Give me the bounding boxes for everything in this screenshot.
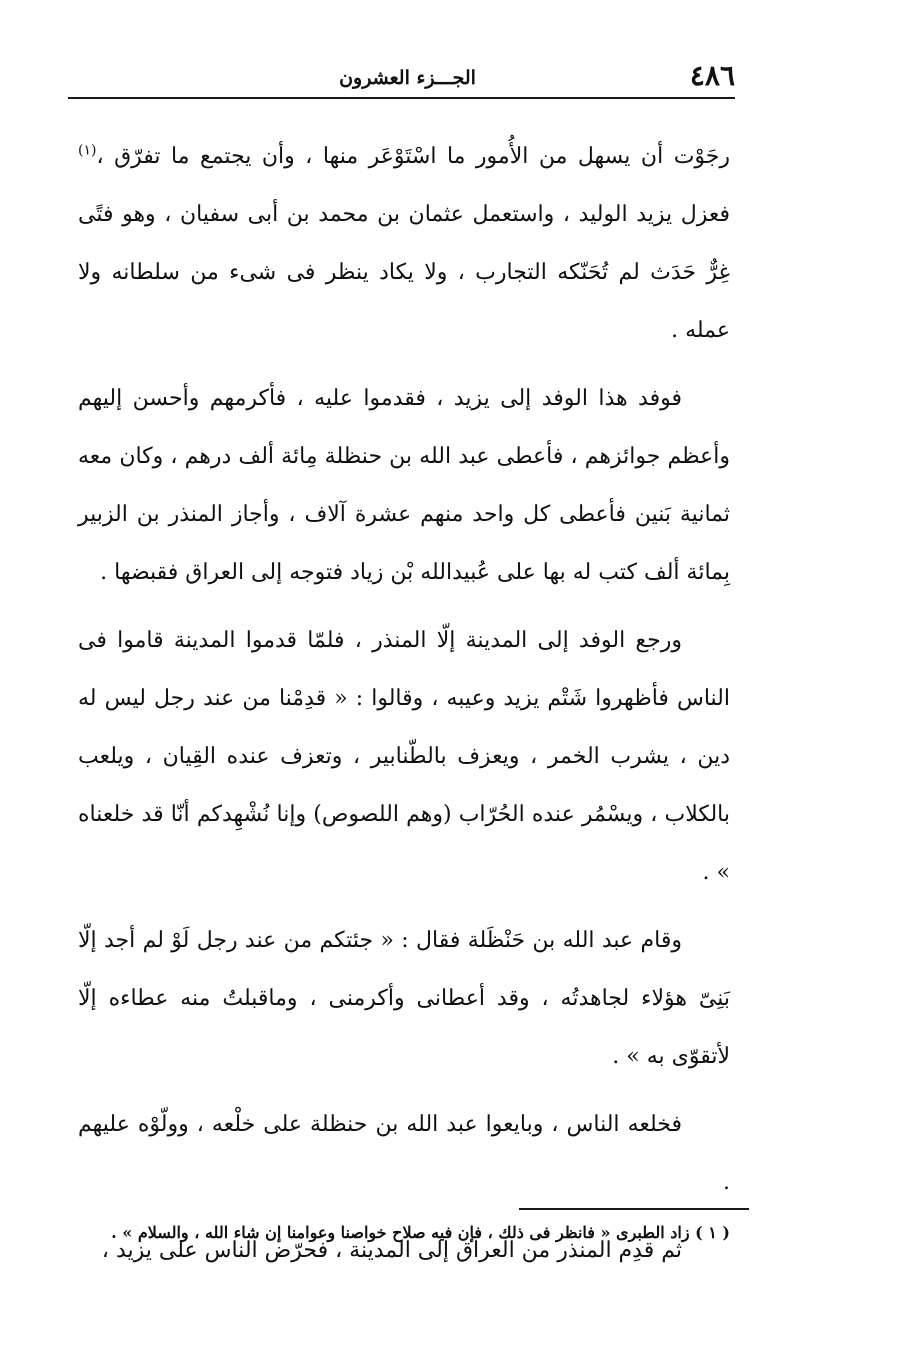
body-text: [78, 128, 730, 1280]
paragraph-6: ثم قدِم المنذر من العراق إلى المدينة ، فحرّض الناس على يزيد ،: [101, 1238, 682, 1263]
footnote: ( ١ ) زاد الطبرى « فانظر فى ذلك ، فإن فيه صلاح خواصنا وعوامنا إن شاء الله ، والسلام » .: [111, 1223, 730, 1242]
paragraph-2: فوفد هذا الوفد إلى يزيد ، فقدموا عليه ، فأكرمهم وأحسن إليهم وأعظم جوائزهم ، فأعطى عبد الله بن حنظلة مِائة ألف درهم ، وكان معه ثمانية بَنين فأعطى كل واحد منهم عشرة آلاف ، وأجاز المنذر بن الزبير بِمائة ألف كتب له بها على عُبيدالله بْن زياد فتوجه إلى العراق فقبضها .: [78, 386, 730, 585]
paragraph-5: فخلعه الناس ، وبايعوا عبد الله بن حنظلة على خلْعه ، وولّوْه عليهم .: [78, 1112, 730, 1195]
page-number: ٤٨٦: [689, 59, 735, 92]
header-rule: [68, 97, 735, 99]
paragraph-3: ورجع الوفد إلى المدينة إلّا المنذر ، فلمّا قدموا المدينة قاموا فى الناس فأظهروا شَتْم يزيد وعيبه ، وقالوا : « قدِمْنا من عند رجل ليس له دين ، يشرب الخمر ، ويعزف بالطّنابير ، وتعزف عنده القِيان ، ويلعب بالكلاب ، ويسْمُر عنده الحُرّاب (وهم اللصوص) وإنا نُشْهِدكم أنّا قد خلعناه » .: [78, 628, 730, 885]
page-header: [70, 58, 735, 98]
footnote-rule: [519, 1208, 749, 1210]
paragraph-1-text: رجَوْت أن يسهل من الأُمور ما اسْتَوْعَر منها ، وأن يجتمع ما تفرّق ،: [96, 144, 730, 169]
paragraph-1: [78, 128, 730, 360]
running-title: الجـــزء العشرون: [339, 67, 476, 89]
paragraph-1-continuation: فعزل يزيد الوليد ، واستعمل عثمان بن محمد بن أبى سفيان ، وهو فتًى غِرٌّ حَدَث لم تُحَنّكه التجارب ، ولا يكاد ينظر فى شىء من سلطانه ولا عمله .: [78, 202, 730, 343]
paragraph-4: وقام عبد الله بن حَنْظَلة فقال : « جئتكم من عند رجل لَوْ لم أجد إلّا بَنِىّ هؤلاء لجاهدتُه ، وقد أعطانى وأكرمنى ، وماقبلتُ منه عطاءه إلّا لأتقوّى به » .: [78, 928, 730, 1069]
footnote-marker: (١): [78, 142, 97, 159]
